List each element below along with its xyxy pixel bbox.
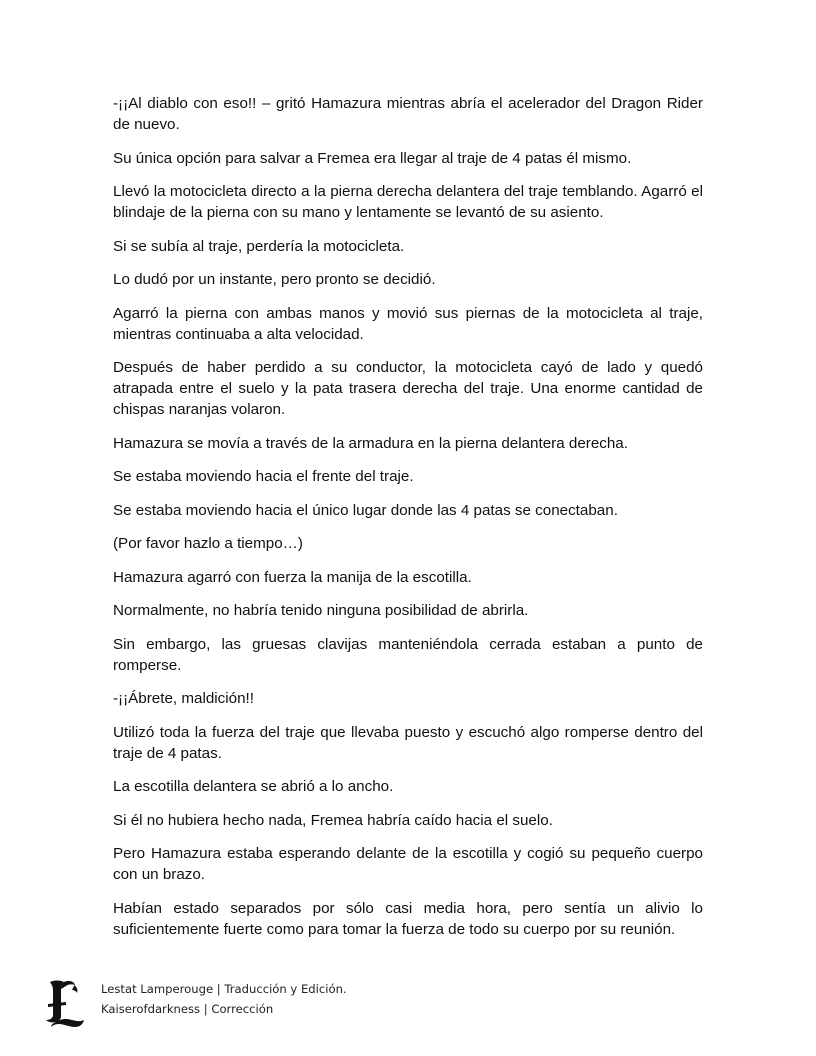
paragraph: Sin embargo, las gruesas clavijas manteniéndola cerrada estaban a punto de romperse. xyxy=(113,635,703,674)
paragraph: -¡¡Al diablo con eso!! – gritó Hamazura mientras abría el acelerador del Dragon Rider de nuevo. xyxy=(113,95,703,133)
footer xyxy=(44,978,444,1038)
paragraph: Se estaba moviendo hacia el frente del traje. xyxy=(113,468,414,485)
credit-translation: Lestat Lamperouge | Traducción y Edición. xyxy=(101,982,347,996)
paragraph: Agarró la pierna con ambas manos y movió sus piernas de la motocicleta al traje, mientras continuaba a alta velocidad. xyxy=(113,304,703,343)
paragraph: Su única opción para salvar a Fremea era llegar al traje de 4 patas él mismo. xyxy=(113,149,632,167)
paragraph: Se estaba moviendo hacia el único lugar donde las 4 patas se conectaban. xyxy=(113,501,618,519)
credit-correction: Kaiserofdarkness | Corrección xyxy=(101,1002,274,1016)
paragraph: Utilizó toda la fuerza del traje que llevaba puesto y escuchó algo romperse dentro del traje de 4 patas. xyxy=(113,723,703,762)
paragraph: Lo dudó por un instante, pero pronto se decidió. xyxy=(113,271,436,288)
paragraph: Normalmente, no habría tenido ninguna posibilidad de abrirla. xyxy=(113,602,529,619)
paragraph: -¡¡Ábrete, maldición!! xyxy=(113,690,254,707)
paragraph: (Por favor hazlo a tiempo…) xyxy=(113,535,303,552)
paragraph: Si se subía al traje, perdería la motocicleta. xyxy=(113,237,405,255)
credits xyxy=(101,979,347,1019)
paragraph: Pero Hamazura estaba esperando delante de la escotilla y cogió su pequeño cuerpo con un brazo. xyxy=(113,845,703,883)
paragraph: Llevó la motocicleta directo a la pierna derecha delantera del traje temblando. Agarró el blindaje de la pierna con su mano y lentamente se levantó de su asiento. xyxy=(113,183,703,221)
gothic-l-logo-icon xyxy=(44,978,86,1030)
body-text xyxy=(113,93,703,952)
paragraph: Si él no hubiera hecho nada, Fremea habría caído hacia el suelo. xyxy=(113,811,553,829)
paragraph: Hamazura se movía a través de la armadura en la pierna delantera derecha. xyxy=(113,434,628,452)
paragraph: Después de haber perdido a su conductor, la motocicleta cayó de lado y quedó atrapada entre el suelo y la pata trasera derecha del traje. Una enorme cantidad de chispas naranjas volaron. xyxy=(113,359,703,418)
paragraph: Hamazura agarró con fuerza la manija de la escotilla. xyxy=(113,568,472,586)
paragraph: La escotilla delantera se abrió a lo ancho. xyxy=(113,778,394,795)
paragraph: Habían estado separados por sólo casi media hora, pero sentía un alivio lo suficientemente fuerte como para tomar la fuerza de todo su cuerpo por su reunión. xyxy=(113,899,703,938)
